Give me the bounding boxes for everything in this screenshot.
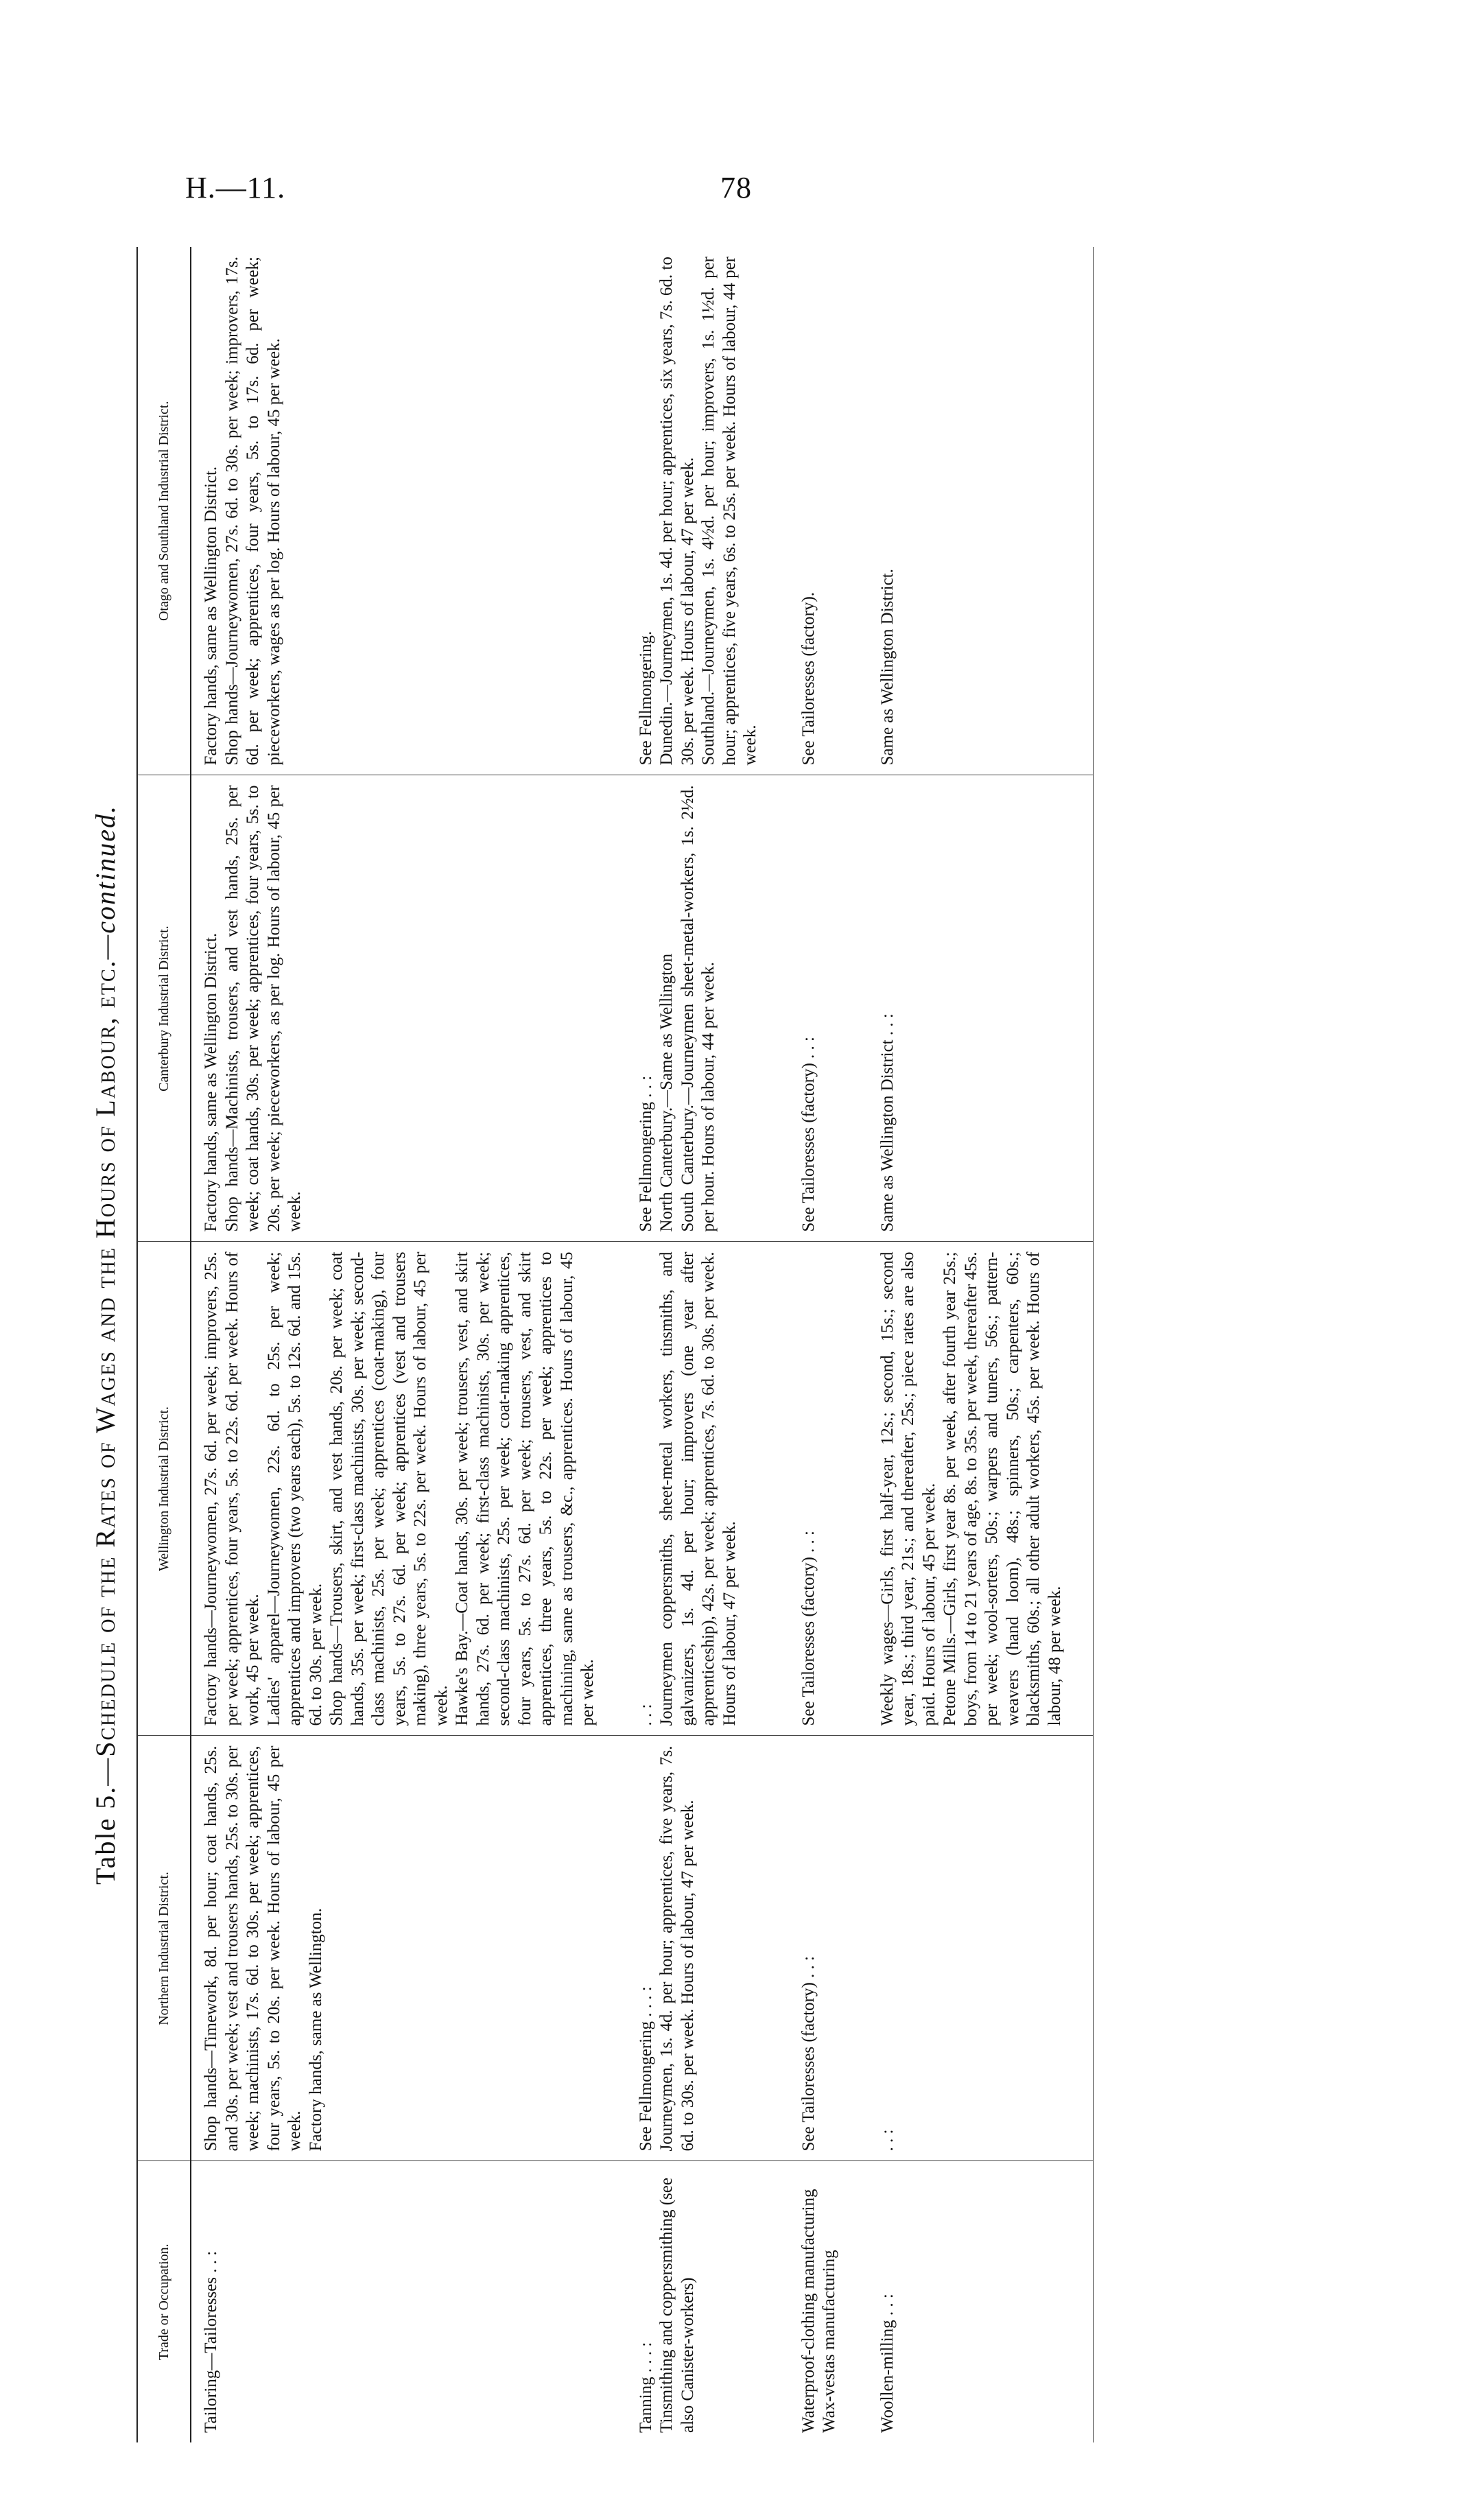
cell-canterbury [191,775,626,1242]
cell-trade [868,2161,1094,2442]
wellington-text: See Tailoresses (factory) . . : [799,1531,818,1726]
table-title-main: Schedule of the Rates of Wages and the Hours of Labour, etc. [90,959,121,1757]
cell-northern [868,1736,1094,2161]
canterbury-text: See Fellmongering . . : [636,1075,655,1232]
cell-canterbury [626,775,789,1242]
column-header-otago: Otago and Southland Industrial District. [137,247,191,775]
wages-schedule-table [136,247,1094,2442]
wellington-text: Journeymen coppersmiths, sheet-metal workers, tinsmiths, and galvanizers, 1s. 4d. per hour; improvers (one year after apprenticeship), 42s. per week; apprentices, 7s. 6d. to 30s. per week. Hours of labour, 47 per week. [657,1251,739,1726]
cell-otago [191,247,626,775]
trade-text: Waterproof-clothing manufacturing [799,2189,818,2433]
wellington-text: Hawke's Bay.—Coat hands, 30s. per week; trousers, vest, and skirt hands, 27s. 6d. per week; first-class machinists, 30s. per week; second-class machinists, 25s. per week; coat-making apprentices, four years, 5s. to 27s. 6d. per week; trousers, vest, and skirt apprentices, three years, 5s. to 22s. per week; apprentices to machining, same as trousers, &c., apprentices. Hours of labour, 45 per week. [453,1251,598,1726]
cell-northern [789,1736,868,2161]
cell-otago [868,247,1094,775]
wellington-text: Petone Mills.—Girls, first year 8s. per week, after fourth year 25s.; boys, from 14 to 21 years of age, 8s. to 35s. per week, thereafter 45s. per week; wool-sorters, 50s.; warpers and tuners, 56s.; pattern-weavers (hand loom), 48s.; spinners, 50s.; carpenters, 60s.; blacksmiths, 60s.; all other adult workers, 45s. per week. Hours of labour, 48 per week. [941,1251,1064,1726]
trade-text: Tailoring—Tailoresses . . : [202,2250,221,2433]
cell-canterbury [868,775,1094,1242]
otago-text: Shop hands—Journeywomen, 27s. 6d. to 30s. per week; improvers, 17s. 6d. per week; apprentices, four years, 5s. to 17s. 6d. per week; pieceworkers, wages as per log. Hours of labour, 45 per week. [222,257,283,766]
trade-text: Tinsmithing and coppersmithing (see also Canister-workers) [657,2178,697,2433]
cell-canterbury [789,775,868,1242]
northern-text: . . : [877,2129,897,2152]
canterbury-text: Same as Wellington District . . : [877,1013,897,1232]
wellington-text: Weekly wages—Girls, first half-year, 12s.; second, 15s.; second year, 18s.; third year, 21s.; and thereafter, 25s.; piece rates are also paid. Hours of labour, 45 per week. [877,1251,939,1726]
trade-text: Woollen-milling . . : [877,2294,897,2433]
wellington-text: Factory hands—Journeywomen, 27s. 6d. per week; improvers, 25s. per week; apprentices, four years, 5s. to 22s. 6d. per week. Hours of work, 45 per week. [202,1251,263,1726]
canterbury-text: See Tailoresses (factory) . . : [799,1037,818,1232]
northern-text: See Tailoresses (factory) . . : [799,1956,818,2152]
column-header-northern: Northern Industrial District. [137,1736,191,2161]
northern-text: Factory hands, same as Wellington. [306,1908,325,2152]
column-header-canterbury: Canterbury Industrial District. [137,775,191,1242]
otago-text: Factory hands, same as Wellington District. [202,466,221,766]
otago-text: Same as Wellington District. [877,569,897,766]
canterbury-text: North Canterbury.—Same as Wellington [657,953,676,1232]
cell-northern [191,1736,626,2161]
otago-text: See Fellmongering. [636,631,655,766]
cell-trade [191,2161,626,2442]
table-row [626,247,789,2442]
column-header-trade: Trade or Occupation. [137,2161,191,2442]
column-header-wellington: Wellington Industrial District. [137,1242,191,1736]
otago-text: Southland.—Journeymen, 1s. 4½d. per hour; improvers, 1s. 1½d. per hour; apprentices, five years, 6s. to 25s. per week. Hours of labour, 44 per week. [699,257,760,766]
cell-wellington [626,1242,789,1736]
table-row [191,247,626,2442]
wellington-text: Shop hands—Trousers, skirt, and vest hands, 20s. per week; coat hands, 35s. per week; first-class machinists, 30s. per week; second-class machinists, 25s. per week; apprentices (coat-making), four years, 5s. to 27s. 6d. per week; apprentices (vest and trousers making), three years, 5s. to 22s. per week. Hours of labour, 45 per week. [327,1251,451,1726]
cell-otago [626,247,789,775]
northern-text: Shop hands—Timework, 8d. per hour; coat hands, 25s. and 30s. per week; vest and trousers hands, 25s. to 30s. per week; machinists, 17s. 6d. to 30s. per week; apprentices, four years, 5s. to 20s. per week. Hours of labour, 45 per week. [202,1745,305,2152]
table-title [89,247,121,2442]
cell-northern [626,1736,789,2161]
canterbury-text: Shop hands—Machinists, trousers, and vest hands, 25s. per week; coat hands, 30s. per week; apprentices, four years, 5s. to 20s. per week; pieceworkers, as per log. Hours of labour, 45 per week. [222,785,305,1232]
cell-trade [626,2161,789,2442]
table-row [789,247,868,2442]
wellington-text: Ladies' apparel—Journeywomen, 22s. 6d. to 25s. per week; apprentices and improvers (two years each), 5s. to 12s. 6d. and 15s. 6d. to 30s. per week. [264,1251,325,1726]
table-title-suffix: —continued. [90,805,121,960]
trade-text: Wax-vestas manufacturing [820,2250,839,2433]
northern-text: See Fellmongering . . . : [636,1986,655,2152]
page-header-left: H.—11. [185,171,286,204]
cell-wellington [191,1242,626,1736]
cell-trade [789,2161,868,2442]
wellington-text: . . : [636,1704,655,1726]
cell-wellington [789,1242,868,1736]
rotated-table-region [75,247,1365,2442]
page-number: 78 [720,171,752,204]
cell-otago [789,247,868,775]
table-row [868,247,1094,2442]
canterbury-text: South Canterbury.—Journeymen sheet-metal-workers, 1s. 2½d. per hour. Hours of labour, 44 per week. [678,785,718,1232]
table-title-prefix: Table 5.— [90,1756,121,1885]
table-body [191,247,1094,2442]
table-header-row [137,247,191,2442]
canterbury-text: Factory hands, same as Wellington District. [202,932,221,1232]
cell-wellington [868,1242,1094,1736]
northern-text: Journeymen, 1s. 4d. per hour; apprentices, five years, 7s. 6d. to 30s. per week. Hours of labour, 47 per week. [657,1745,697,2152]
otago-text: See Tailoresses (factory). [799,591,818,766]
otago-text: Dunedin.—Journeymen, 1s. 4d. per hour; apprentices, six years, 7s. 6d. to 30s. per week. Hours of labour, 47 per week. [657,257,697,766]
trade-text: Tanning . . . : [636,2342,655,2433]
